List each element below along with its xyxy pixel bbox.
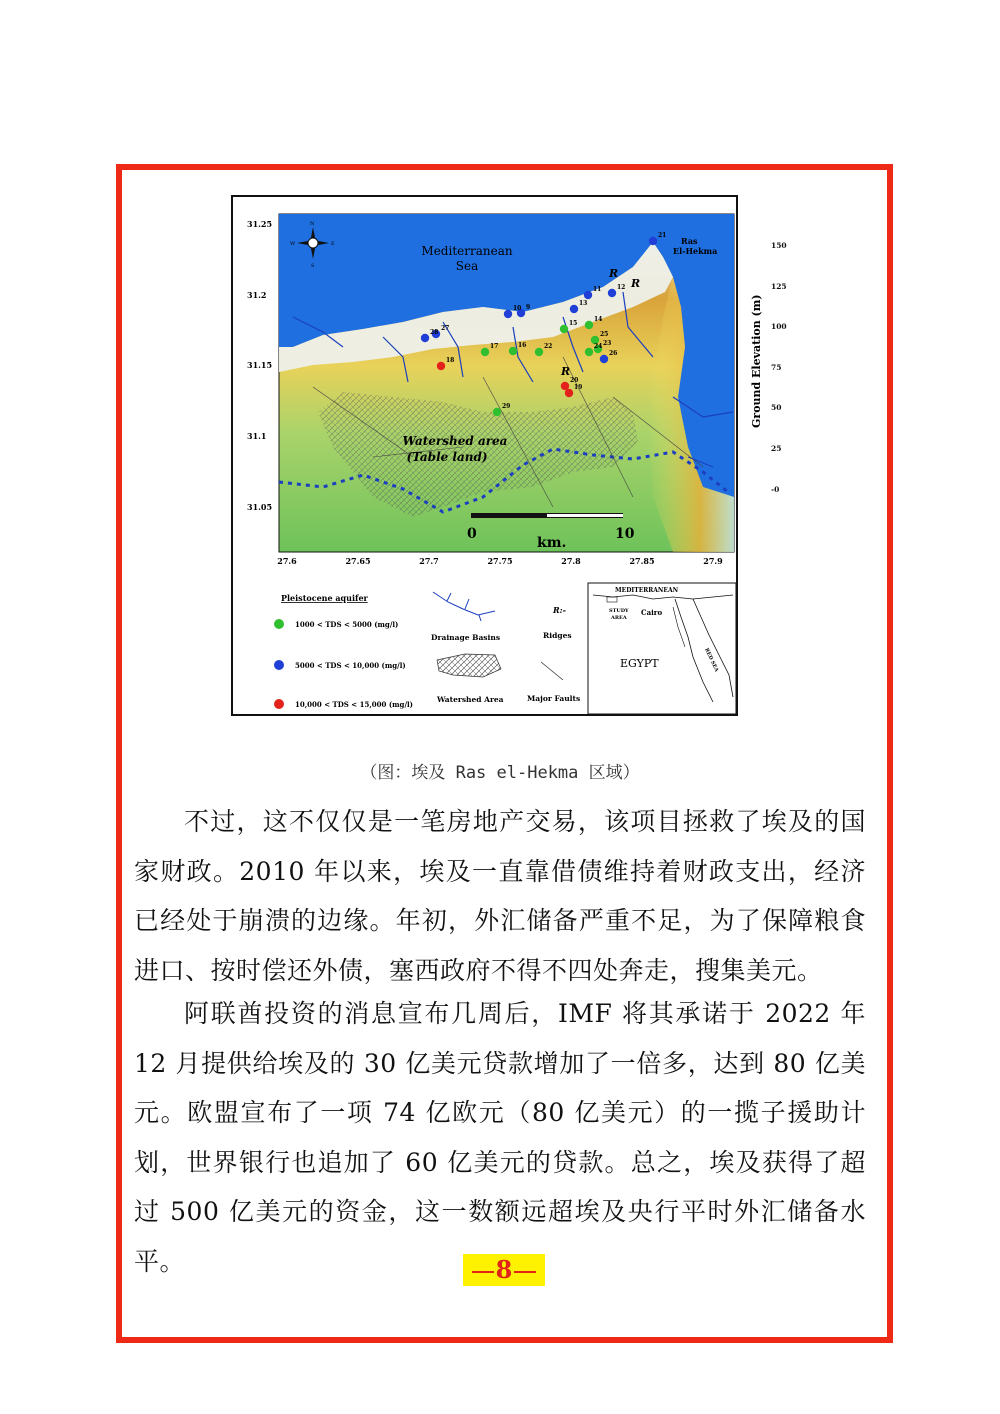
inset-red-sea: RED SEA bbox=[703, 647, 720, 673]
legend-faults: Major Faults bbox=[527, 694, 581, 703]
well-16-label: 16 bbox=[518, 342, 527, 349]
egypt-inset-map bbox=[588, 583, 736, 714]
legend bbox=[274, 592, 580, 709]
sea-label-line2: Sea bbox=[455, 259, 479, 273]
sea-label-line1: Mediterranean bbox=[421, 244, 513, 258]
paragraph-1: 不过，这不仅仅是一笔房地产交易，该项目拯救了埃及的国家财政。2010 年以来，埃及一直靠借债维持着财政支出，经济已经处于崩溃的边缘。年初，外汇储备严重不足，为了保障粮食进口、按时偿还外债，塞西政府不得不四处奔走，搜集美元。 bbox=[134, 807, 866, 985]
well-11-label: 11 bbox=[593, 286, 602, 293]
svg-text:N: N bbox=[310, 221, 315, 227]
legend-drainage: Drainage Basins bbox=[431, 633, 501, 642]
well-28-label: 28 bbox=[430, 329, 439, 336]
well-26-label: 26 bbox=[609, 350, 618, 357]
y-tick-label: 31.05 bbox=[247, 502, 273, 512]
inset-city: Cairo bbox=[641, 608, 663, 617]
well-19-label: 19 bbox=[574, 384, 583, 391]
watershed-label-line2: (Table land) bbox=[406, 450, 488, 464]
inset-study-line1: STUDY bbox=[609, 608, 629, 614]
well-13-marker bbox=[570, 305, 578, 313]
well-23-label: 23 bbox=[603, 340, 612, 347]
well-25-label: 25 bbox=[600, 331, 609, 338]
y-tick-label: 31.15 bbox=[247, 360, 273, 370]
well-21-label: 21 bbox=[658, 232, 667, 239]
legend-watershed: Watershed Area bbox=[437, 695, 504, 704]
colorbar-title-text: Ground Elevation (m) bbox=[750, 294, 763, 428]
legend-item-high: 10,000 < TDS < 15,000 (mg/l) bbox=[295, 700, 413, 709]
well-16-marker bbox=[509, 347, 517, 355]
well-15-label: 15 bbox=[569, 320, 578, 327]
svg-text:W: W bbox=[290, 241, 296, 247]
svg-text:E: E bbox=[331, 241, 335, 247]
well-11-marker bbox=[584, 291, 592, 299]
x-axis-ticks bbox=[277, 556, 723, 566]
colorbar-title-svg bbox=[742, 233, 782, 463]
page-number-badge bbox=[463, 1254, 545, 1286]
colorbar-tick-label: 150 bbox=[771, 241, 787, 250]
inset-sea: MEDITERRANEAN bbox=[615, 587, 679, 594]
ridge-marker: R bbox=[609, 267, 619, 280]
map-area bbox=[279, 214, 734, 552]
well-26-marker bbox=[600, 355, 608, 363]
legend-red-dot bbox=[274, 699, 284, 709]
well-20-label: 20 bbox=[570, 377, 579, 384]
well-14-label: 14 bbox=[594, 316, 603, 323]
well-17-marker bbox=[481, 348, 489, 356]
well-10-marker bbox=[504, 310, 512, 318]
dash-right bbox=[514, 1271, 536, 1273]
inset-country: EGYPT bbox=[620, 657, 659, 670]
scale-start: 0 bbox=[467, 526, 477, 542]
inset-study-line2: AREA bbox=[611, 615, 627, 621]
x-tick-label: 27.65 bbox=[345, 556, 371, 566]
colorbar-tick-label: 100 bbox=[771, 322, 787, 331]
legend-title: Pleistocene aquifer bbox=[281, 593, 368, 603]
well-14-marker bbox=[585, 321, 593, 329]
well-18-marker bbox=[437, 362, 445, 370]
paragraph-2: 阿联酋投资的消息宣布几周后，IMF 将其承诺于 2022 年 12 月提供给埃及的 30 亿美元贷款增加了一倍多，达到 80 亿美元。欧盟宣布了一项 74 亿欧元（80 亿美元）的一揽子援助计划，世界银行也追加了 60 亿美元的贷款。总之，埃及获得了超过 500 亿美元的资金，这一数额远超埃及央行平时外汇储备水平。 bbox=[134, 999, 866, 1276]
fault-legend-icon bbox=[541, 662, 563, 680]
x-tick-label: 27.7 bbox=[419, 556, 439, 566]
well-28-marker bbox=[421, 334, 429, 342]
well-21-marker bbox=[649, 237, 657, 245]
well-13-label: 13 bbox=[579, 300, 588, 307]
scale-unit: km. bbox=[537, 535, 567, 551]
colorbar-tick-label: 25 bbox=[771, 444, 782, 453]
colorbar-tick-label: 125 bbox=[771, 282, 787, 291]
y-tick-label: 31.1 bbox=[247, 431, 267, 441]
page-number: 8 bbox=[495, 1255, 513, 1284]
watershed-label-line1: Watershed area bbox=[402, 434, 508, 448]
x-tick-label: 27.8 bbox=[561, 556, 581, 566]
well-19-marker bbox=[565, 389, 573, 397]
legend-blue-dot bbox=[274, 660, 284, 670]
place-label-line1: Ras bbox=[681, 236, 698, 246]
place-label-line2: El-Hekma bbox=[673, 246, 718, 256]
legend-item-mid: 5000 < TDS < 10,000 (mg/l) bbox=[295, 661, 406, 670]
scale-end: 10 bbox=[615, 526, 635, 542]
legend-ridges-symbol: R:- bbox=[553, 605, 566, 615]
well-29-label: 29 bbox=[502, 403, 511, 410]
ridge-marker: R bbox=[561, 365, 571, 378]
x-tick-label: 27.85 bbox=[629, 556, 655, 566]
y-axis-ticks bbox=[247, 219, 272, 512]
map-svg bbox=[233, 197, 736, 714]
well-27-label: 27 bbox=[441, 325, 450, 332]
well-12-marker bbox=[608, 289, 616, 297]
well-24-label: 24 bbox=[594, 343, 603, 350]
dash-left bbox=[472, 1271, 494, 1273]
x-tick-label: 27.75 bbox=[487, 556, 513, 566]
well-12-label: 12 bbox=[617, 284, 626, 291]
drainage-basins-icon bbox=[433, 592, 495, 621]
legend-item-low: 1000 < TDS < 5000 (mg/l) bbox=[295, 620, 399, 629]
legend-green-dot bbox=[274, 619, 284, 629]
well-15-marker bbox=[560, 325, 568, 333]
well-9-label: 9 bbox=[526, 304, 531, 311]
figure-caption: （图：埃及 Ras el-Hekma 区域） bbox=[360, 763, 640, 783]
well-24-marker bbox=[585, 348, 593, 356]
well-22-label: 22 bbox=[544, 343, 553, 350]
watershed-legend-icon bbox=[437, 654, 501, 677]
y-tick-label: 31.25 bbox=[247, 219, 273, 229]
x-tick-label: 27.9 bbox=[703, 556, 723, 566]
colorbar-tick-label: -0 bbox=[771, 485, 780, 494]
y-tick-label: 31.2 bbox=[247, 290, 267, 300]
x-tick-label: 27.6 bbox=[277, 556, 297, 566]
compass-s: S bbox=[311, 263, 315, 269]
colorbar-tick-label: 50 bbox=[771, 403, 782, 412]
ridge-marker: R bbox=[631, 277, 641, 290]
scale-bar bbox=[471, 513, 623, 518]
well-17-label: 17 bbox=[490, 343, 499, 350]
well-18-label: 18 bbox=[446, 357, 455, 364]
well-10-label: 10 bbox=[513, 305, 522, 312]
legend-ridges: Ridges bbox=[543, 631, 572, 640]
well-22-marker bbox=[535, 348, 543, 356]
well-29-marker bbox=[493, 408, 501, 416]
colorbar-tick-label: 75 bbox=[771, 363, 782, 372]
